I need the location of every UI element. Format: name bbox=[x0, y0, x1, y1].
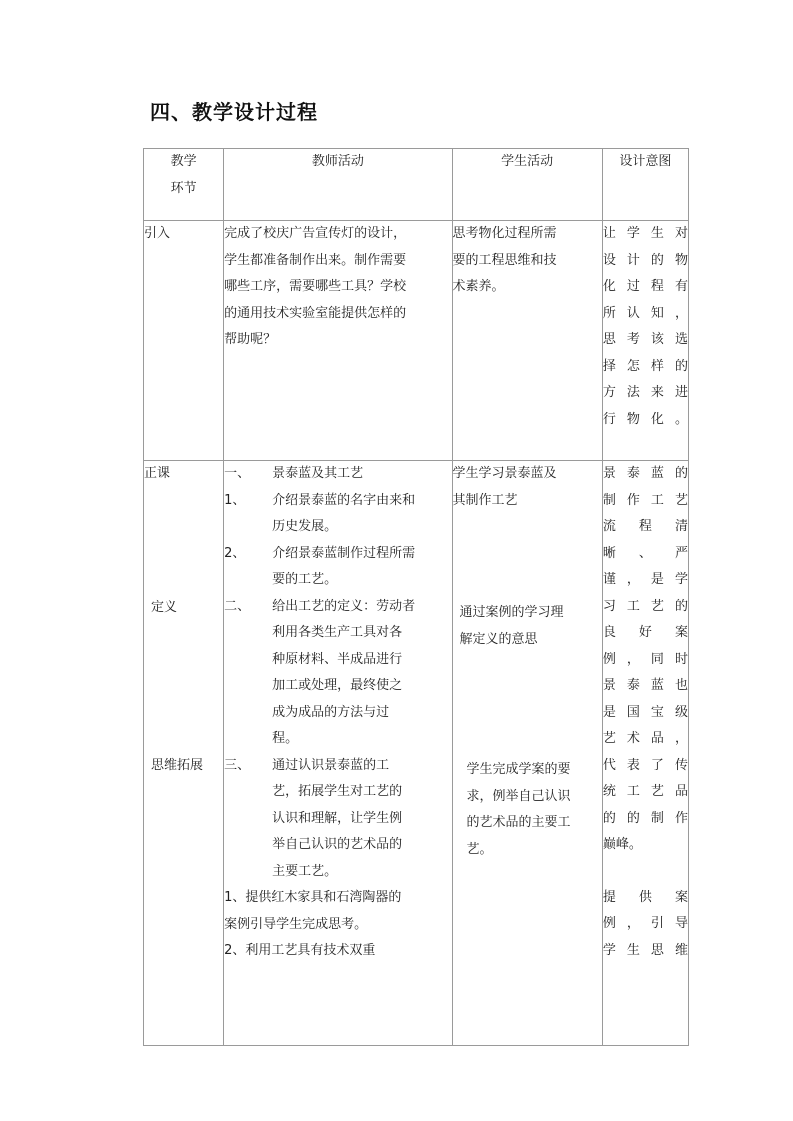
text-line: 2、利用工艺具有技术双重 bbox=[224, 943, 376, 958]
text-line: 行物化。 bbox=[602, 411, 688, 427]
header-stage-line2: 环节 bbox=[170, 180, 197, 196]
student-main bbox=[452, 461, 602, 1046]
header-stage bbox=[144, 149, 224, 221]
text-line: 的艺术品的主要工 bbox=[466, 815, 571, 830]
text-line: 加工或处理，最终使之 bbox=[272, 678, 403, 693]
item-number: 二、 bbox=[224, 598, 251, 614]
text-line: 认识和理解，让学生例 bbox=[272, 810, 403, 826]
text-line: 的通用技术实验室能提供怎样的 bbox=[224, 305, 407, 321]
stage-definition-label: 定义 bbox=[151, 600, 178, 615]
text-line: 学生完成学案的要 bbox=[466, 762, 571, 777]
stage-main-label: 正课 bbox=[144, 466, 171, 481]
text-line: 案例引导学生完成思考。 bbox=[224, 916, 368, 932]
spacer bbox=[603, 859, 688, 885]
list-item bbox=[224, 594, 451, 753]
text-line: 举自己认识的艺术品的 bbox=[272, 837, 403, 852]
student-definition-block bbox=[460, 600, 564, 653]
text-line: 良好案 bbox=[602, 625, 688, 640]
text-line: 成为成品的方法与过 bbox=[272, 704, 390, 720]
text-line: 让学生对 bbox=[602, 226, 688, 241]
text-line: 学生学习景泰蓝及 bbox=[452, 466, 557, 481]
text-line: 择怎样的 bbox=[602, 358, 688, 374]
text-line: 设计的物 bbox=[602, 252, 688, 268]
text-line: 所认知， bbox=[602, 305, 688, 321]
intent-intro bbox=[602, 221, 688, 461]
text-line: 谨，是学 bbox=[602, 572, 688, 587]
item-text bbox=[272, 594, 451, 753]
text-line: 提供案 bbox=[602, 889, 688, 905]
list-item bbox=[224, 541, 451, 594]
item-number: 1、 bbox=[224, 492, 246, 508]
stage-main bbox=[144, 461, 224, 1046]
text-line: 帮助呢？ bbox=[224, 332, 277, 347]
text-line: 要的工程思维和技 bbox=[452, 252, 557, 268]
text-line: 给出工艺的定义：劳动者 bbox=[272, 598, 416, 614]
stage-thinking-label: 思维拓展 bbox=[151, 758, 204, 773]
text-line: 的的制作 bbox=[602, 810, 688, 826]
student-thinking-block bbox=[467, 757, 571, 863]
text-line: 种原材料、半成品进行 bbox=[272, 651, 403, 667]
text-line: 程。 bbox=[272, 731, 299, 746]
text-line: 通过认识景泰蓝的工 bbox=[272, 757, 390, 773]
header-stage-line1: 教学 bbox=[170, 154, 197, 169]
table-header-row bbox=[144, 149, 689, 221]
teaching-design-table bbox=[143, 148, 689, 1046]
text-line: 艺。 bbox=[466, 841, 493, 857]
text-line: 主要工艺。 bbox=[272, 863, 338, 879]
item-number: 三、 bbox=[224, 757, 251, 773]
header-student-activity: 学生活动 bbox=[452, 149, 602, 221]
item-text bbox=[272, 488, 451, 541]
page-title: 四、教学设计过程 bbox=[150, 100, 318, 124]
text-line: 方法来进 bbox=[602, 385, 688, 400]
intent-main bbox=[602, 461, 688, 1046]
text-line: 介绍景泰蓝制作过程所需 bbox=[272, 545, 416, 561]
item-text: 景泰蓝及其工艺 bbox=[272, 466, 364, 481]
text-line: 景泰蓝也 bbox=[602, 678, 688, 693]
text-line: 学生都准备制作出来。制作需要 bbox=[224, 252, 407, 268]
text-line: 制作工艺 bbox=[602, 492, 688, 508]
text-line: 其制作工艺 bbox=[452, 492, 518, 508]
text-line: 历史发展。 bbox=[272, 519, 338, 534]
text-line: 代表了传 bbox=[602, 757, 688, 773]
text-line: 哪些工序，需要哪些工具？学校 bbox=[224, 279, 407, 294]
student-intro bbox=[452, 221, 602, 461]
teacher-main bbox=[224, 461, 452, 1046]
text-line: 艺，拓展学生对工艺的 bbox=[272, 784, 403, 799]
list-item bbox=[224, 753, 451, 886]
text-line: 学生思维 bbox=[602, 942, 688, 958]
text-line: 1、提供红木家具和石湾陶器的 bbox=[224, 890, 402, 905]
header-teacher-activity: 教师活动 bbox=[224, 149, 452, 221]
list-item bbox=[224, 461, 451, 488]
text-line: 求，例举自己认识 bbox=[466, 788, 571, 804]
item-number: 一、 bbox=[224, 466, 251, 481]
text-line: 利用各类生产工具对各 bbox=[272, 625, 403, 640]
text-line: 习工艺的 bbox=[602, 598, 688, 614]
text-line: 例，引导 bbox=[602, 916, 688, 931]
text-line: 艺术品， bbox=[602, 731, 688, 746]
header-design-intent: 设计意图 bbox=[602, 149, 688, 221]
table-row-main bbox=[144, 461, 689, 1046]
text-line: 景泰蓝的 bbox=[602, 466, 688, 481]
item-number: 2、 bbox=[224, 545, 246, 561]
text-line: 要的工艺。 bbox=[272, 572, 338, 587]
text-line: 介绍景泰蓝的名字由来和 bbox=[272, 492, 416, 508]
text-line: 化过程有 bbox=[602, 279, 688, 294]
text-line: 例，同时 bbox=[602, 651, 688, 667]
stage-intro bbox=[144, 221, 224, 461]
text-line: 统工艺品 bbox=[602, 784, 688, 799]
text-line: 解定义的意思 bbox=[459, 631, 538, 647]
text-line: 思考物化过程所需 bbox=[452, 226, 557, 241]
text-line: 巅峰。 bbox=[602, 837, 642, 852]
text-line: 术素养。 bbox=[452, 279, 505, 294]
item-text bbox=[272, 541, 451, 594]
table-row-intro bbox=[144, 221, 689, 461]
teacher-intro bbox=[224, 221, 452, 461]
stage-intro-label: 引入 bbox=[144, 226, 171, 241]
item-text bbox=[272, 753, 451, 886]
text-line: 通过案例的学习理 bbox=[459, 605, 564, 620]
text-line: 思考该选 bbox=[602, 332, 688, 347]
text-line: 晰、严 bbox=[602, 545, 688, 561]
text-line: 完成了校庆广告宣传灯的设计， bbox=[224, 226, 407, 241]
text-line: 流程清 bbox=[602, 519, 688, 534]
list-item bbox=[224, 488, 451, 541]
text-line: 是国宝级 bbox=[602, 704, 688, 720]
